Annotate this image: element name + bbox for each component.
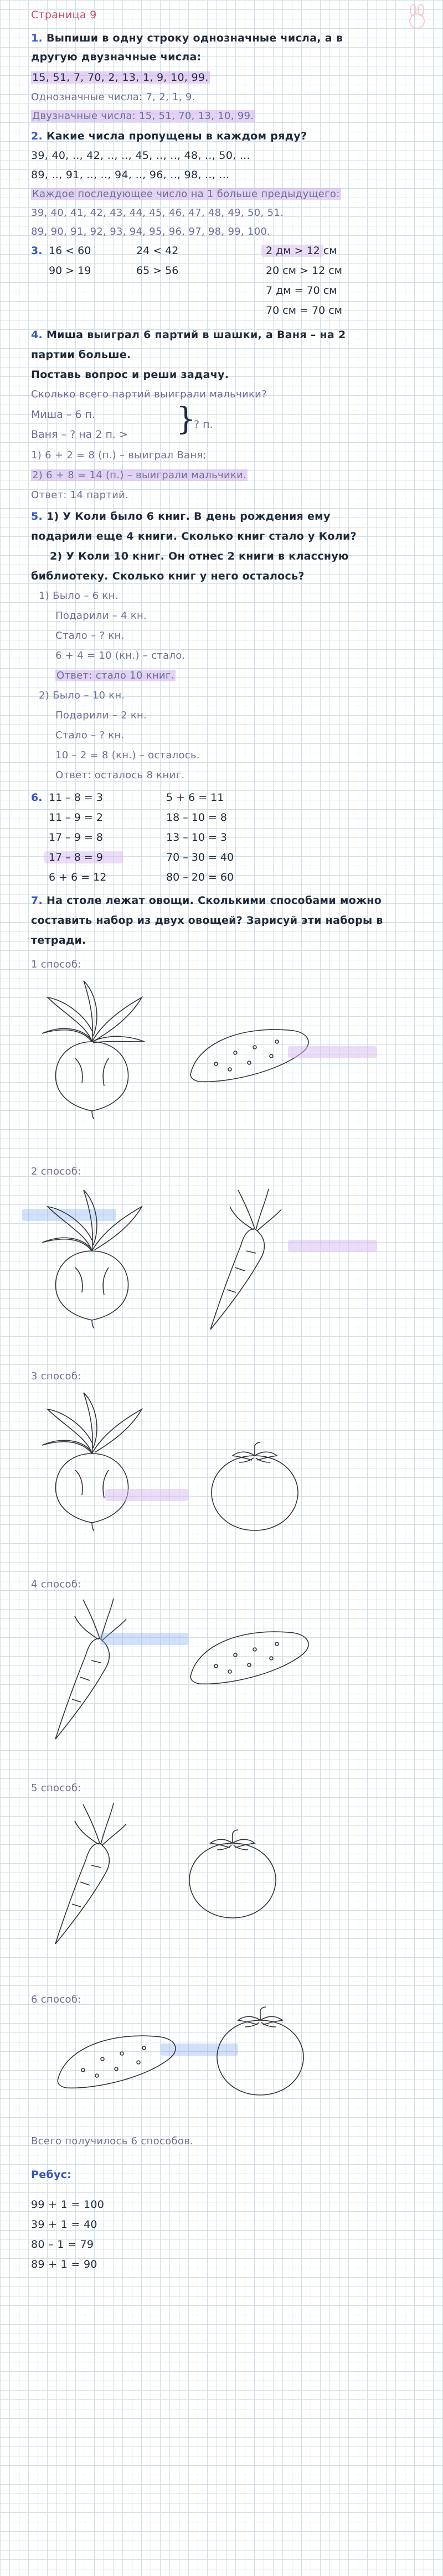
task7-question-cont: составить набор из двух овощей? Зарисуй эти наборы в (31, 914, 383, 927)
way4-label: 4 способ: (31, 1579, 81, 1590)
task6-left-4: 17 – 8 = 9 (49, 851, 103, 863)
task4-step1: 1) 6 + 2 = 8 (п.) – выиграл Ваня; (31, 449, 207, 461)
task2-answer2: 89, 90, 91, 92, 93, 94, 95, 96, 97, 98, 99, 100. (31, 226, 271, 237)
task2-row1: 39, 40, .., 42, .., .., 45, .., .., 48, .., 50, ... (31, 149, 250, 162)
task5-s1-line2: Подарили – 4 кн. (55, 610, 147, 622)
task2-question: 2. Какие числа пропущены в каждом ряду? (31, 130, 307, 142)
task5-s2-line2: Подарили – 2 кн. (55, 710, 147, 721)
task3-compare-4: 65 > 56 (136, 265, 179, 277)
brace-icon: } (176, 401, 196, 437)
task6-right-3: 13 – 10 = 3 (166, 831, 228, 844)
puzzle-2: 39 + 1 = 40 (31, 2218, 97, 2231)
beet-icon (31, 1184, 153, 1328)
task5-s1-line3: Стало – ? кн. (55, 630, 125, 642)
task5-problem1-cont: подарили еще 4 книги. Сколько книг стало у Коли? (31, 530, 357, 542)
beet-icon (31, 975, 153, 1119)
task7-question: 7. На столе лежат овощи. Сколькими способами можно (31, 894, 382, 907)
task7-question-cont2: тетради. (31, 934, 86, 946)
cucumber-icon (183, 1622, 316, 1688)
puzzles-title: Ребус: (31, 2169, 72, 2181)
task6-right-4: 70 – 30 = 40 (166, 851, 234, 863)
tomato-icon (205, 1439, 305, 1533)
way5-label: 5 способ: (31, 1782, 81, 1794)
task4-total: ? п. (194, 418, 213, 431)
task7-result: Всего получилось 6 способов. (31, 2135, 194, 2147)
puzzle-3: 80 – 1 = 79 (31, 2238, 94, 2251)
task6-left-1: 11 – 8 = 3 (49, 792, 103, 804)
task1-double-digit: Двузначные числа: 15, 51, 70, 13, 10, 99. (32, 110, 254, 122)
task1-single-digit: Однозначные числа: 7, 2, 1, 9. (31, 91, 195, 103)
bunny-watermark-icon (403, 3, 431, 31)
task5-s1-line1: 1) Было – 6 кн. (39, 590, 119, 602)
task3-compare-3: 24 < 42 (136, 245, 179, 257)
task4-misha: Миша – 6 п. (31, 408, 95, 421)
highlighter-mark (100, 1633, 188, 1645)
task6-number: 6. (31, 792, 43, 804)
way6-label: 6 способ: (31, 1994, 81, 2005)
task1-question: 1. Выпиши в одну строку однозначные числа, а в (31, 32, 343, 44)
task7-number: 7. (31, 894, 43, 907)
task5-s2-line3: Стало – ? кн. (55, 730, 125, 741)
task3-number: 3. (31, 245, 43, 257)
task6-right-2: 18 – 10 = 8 (166, 811, 228, 824)
cucumber-icon (50, 2026, 183, 2092)
page-title: Страница 9 (31, 9, 97, 21)
task6-right-1: 5 + 6 = 11 (166, 792, 224, 804)
task5-s1-line4: 6 + 4 = 10 (кн.) – стало. (55, 650, 186, 661)
task5-s2-line5: Ответ: осталось 8 книг. (55, 769, 185, 781)
task4-number: 4. (31, 329, 43, 341)
task2-answer1: 39, 40, 41, 42, 43, 44, 45, 46, 47, 48, 49, 50, 51. (31, 207, 284, 219)
task1-question-cont: другую двузначные числа: (31, 51, 202, 63)
carrot-icon (194, 1184, 282, 1334)
tomato-icon (210, 2004, 310, 2098)
task5-s2-line4: 10 – 2 = 8 (кн.) – осталось. (55, 749, 200, 761)
puzzle-4: 89 + 1 = 90 (31, 2258, 97, 2270)
task3-compare-5: 2 дм > 12 см (266, 245, 337, 257)
beet-icon (31, 1387, 153, 1531)
task6-right-5: 80 – 20 = 60 (166, 871, 234, 883)
task5-problem2: 2) У Коли 10 книг. Он отнес 2 книги в классную (50, 550, 349, 562)
puzzle-1: 99 + 1 = 100 (31, 2199, 105, 2211)
tomato-icon (183, 1827, 282, 1921)
task1-number: 1. (31, 32, 43, 44)
task3-compare-1: 16 < 60 (49, 245, 91, 257)
task6-left-3: 17 – 9 = 8 (49, 831, 103, 844)
task4-question-cont: партии больше. (31, 349, 131, 361)
task4-vanya: Ваня – ? на 2 п. > (31, 428, 128, 441)
way3-label: 3 способ: (31, 1370, 81, 1382)
task2-note: Каждое последующее число на 1 больше предыдущего: (32, 188, 340, 200)
highlighter-mark (105, 1489, 188, 1501)
way1-label: 1 способ: (31, 959, 81, 970)
task5-number: 5. (31, 510, 43, 523)
task3-compare-8: 70 см = 70 см (266, 304, 342, 317)
way2-label: 2 способ: (31, 1166, 81, 1177)
task4-answer: Ответ: 14 партий. (31, 489, 129, 501)
task4-instruction: Поставь вопрос и реши задачу. (31, 369, 229, 381)
task5-s2-line1: 2) Было – 10 кн. (39, 690, 125, 701)
task5-problem2-cont: библиотеку. Сколько книг у него осталось? (31, 570, 305, 582)
task2-number: 2. (31, 130, 43, 142)
task1-numbers: 15, 51, 7, 70, 2, 13, 1, 9, 10, 99. (32, 71, 209, 84)
task6-left-2: 11 – 9 = 2 (49, 811, 103, 824)
task4-question: 4. Миша выиграл 6 партий в шашки, а Ваня – на 2 (31, 329, 346, 341)
carrot-icon (39, 1799, 127, 1948)
task3-compare-6: 20 см > 12 см (266, 265, 342, 277)
highlighter-mark (288, 1240, 377, 1252)
task3-compare-7: 7 дм = 70 см (266, 285, 337, 297)
task6-left-5: 6 + 6 = 12 (49, 871, 107, 883)
task4-step2: 2) 6 + 8 = 14 (п.) – выиграли мальчики. (32, 469, 247, 481)
task4-question-asked: Сколько всего партий выиграли мальчики? (31, 389, 267, 400)
highlighter-mark (288, 1046, 377, 1058)
task5-s1-line5: Ответ: стало 10 книг. (56, 670, 174, 681)
task2-row2: 89, .., 91, .., .., 94, .., 96, .., 98, .., ... (31, 169, 230, 181)
task3-compare-2: 90 > 19 (49, 265, 91, 277)
task5-problem1: 5. 1) У Коли было 6 книг. В день рождения ему (31, 510, 331, 523)
carrot-icon (39, 1594, 127, 1744)
